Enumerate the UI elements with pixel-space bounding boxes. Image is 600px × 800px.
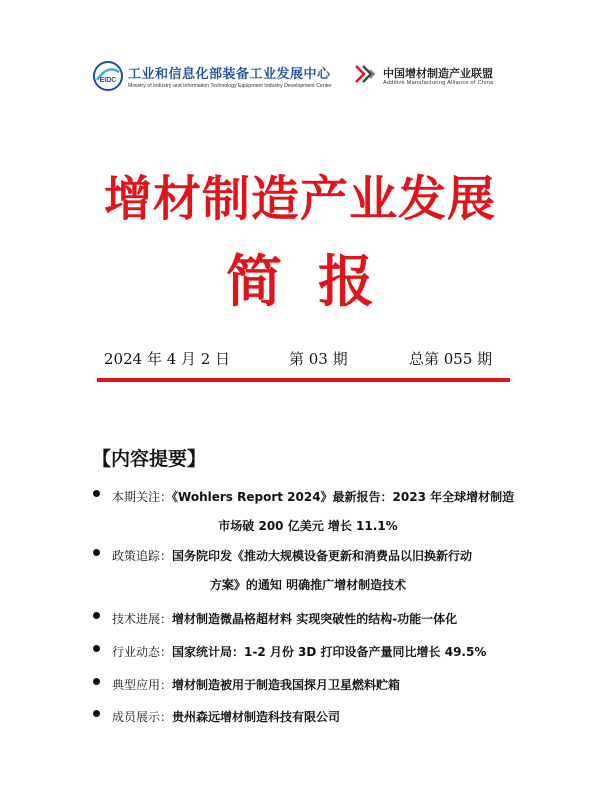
issue-number: 第 03 期 — [289, 350, 348, 368]
contents-heading: 【内容提要】 — [92, 448, 207, 470]
bullet-icon — [93, 490, 100, 497]
item-label: 政策追踪： — [112, 549, 173, 563]
bullet-icon — [93, 549, 100, 556]
amac-name: 中国增材制造产业联盟 — [383, 67, 493, 80]
item-label: 行业动态： — [112, 645, 173, 659]
item-text: 《Wohlers Report 2024》最新报告：2023 年全球增材制造 — [172, 490, 515, 504]
eidc-abbr: EIDC — [99, 77, 117, 84]
item-text: 贵州森远增材制造科技有限公司 — [172, 710, 341, 724]
item-text: 国务院印发《推动大规模设备更新和消费品以旧换新行动 — [172, 549, 473, 563]
item-text: 增材制造被用于制造我国探月卫星燃料贮箱 — [172, 678, 401, 692]
item-label: 技术进展： — [112, 612, 173, 626]
issue-date: 2024 年 4 月 2 日 — [104, 350, 231, 368]
item-label: 典型应用： — [112, 678, 173, 692]
report-subtitle: 简报 — [226, 249, 410, 315]
item-text-continued: 市场破 200 亿美元 增长 11.1% — [218, 519, 398, 533]
red-divider — [97, 378, 510, 382]
eidc-subtitle: Ministry of Industry and Information Technology Equipment Industry Development Center — [128, 83, 332, 89]
item-label: 成员展示： — [112, 710, 173, 724]
bullet-icon — [93, 612, 100, 619]
amac-subtitle: Additive Manufacturing Alliance of China — [383, 80, 494, 86]
bullet-icon — [93, 678, 100, 685]
bullet-icon — [93, 645, 100, 652]
report-title: 增材制造产业发展 — [103, 171, 496, 227]
item-text: 国家统计局：1-2 月份 3D 打印设备产量同比增长 49.5% — [172, 645, 487, 659]
issue-total: 总第 055 期 — [409, 350, 493, 368]
item-label: 本期关注： — [112, 490, 173, 504]
eidc-name: 工业和信息化部装备工业发展中心 — [128, 67, 331, 82]
amac-logo — [355, 62, 525, 92]
eidc-logo — [92, 58, 332, 98]
item-text: 增材制造微晶格超材料 实现突破性的结构-功能一体化 — [172, 612, 458, 626]
item-text-continued: 方案》的通知 明确推广增材制造技术 — [209, 578, 407, 592]
amac-emblem-icon — [355, 64, 377, 84]
bullet-icon — [93, 710, 100, 717]
eidc-emblem-icon — [92, 60, 124, 92]
